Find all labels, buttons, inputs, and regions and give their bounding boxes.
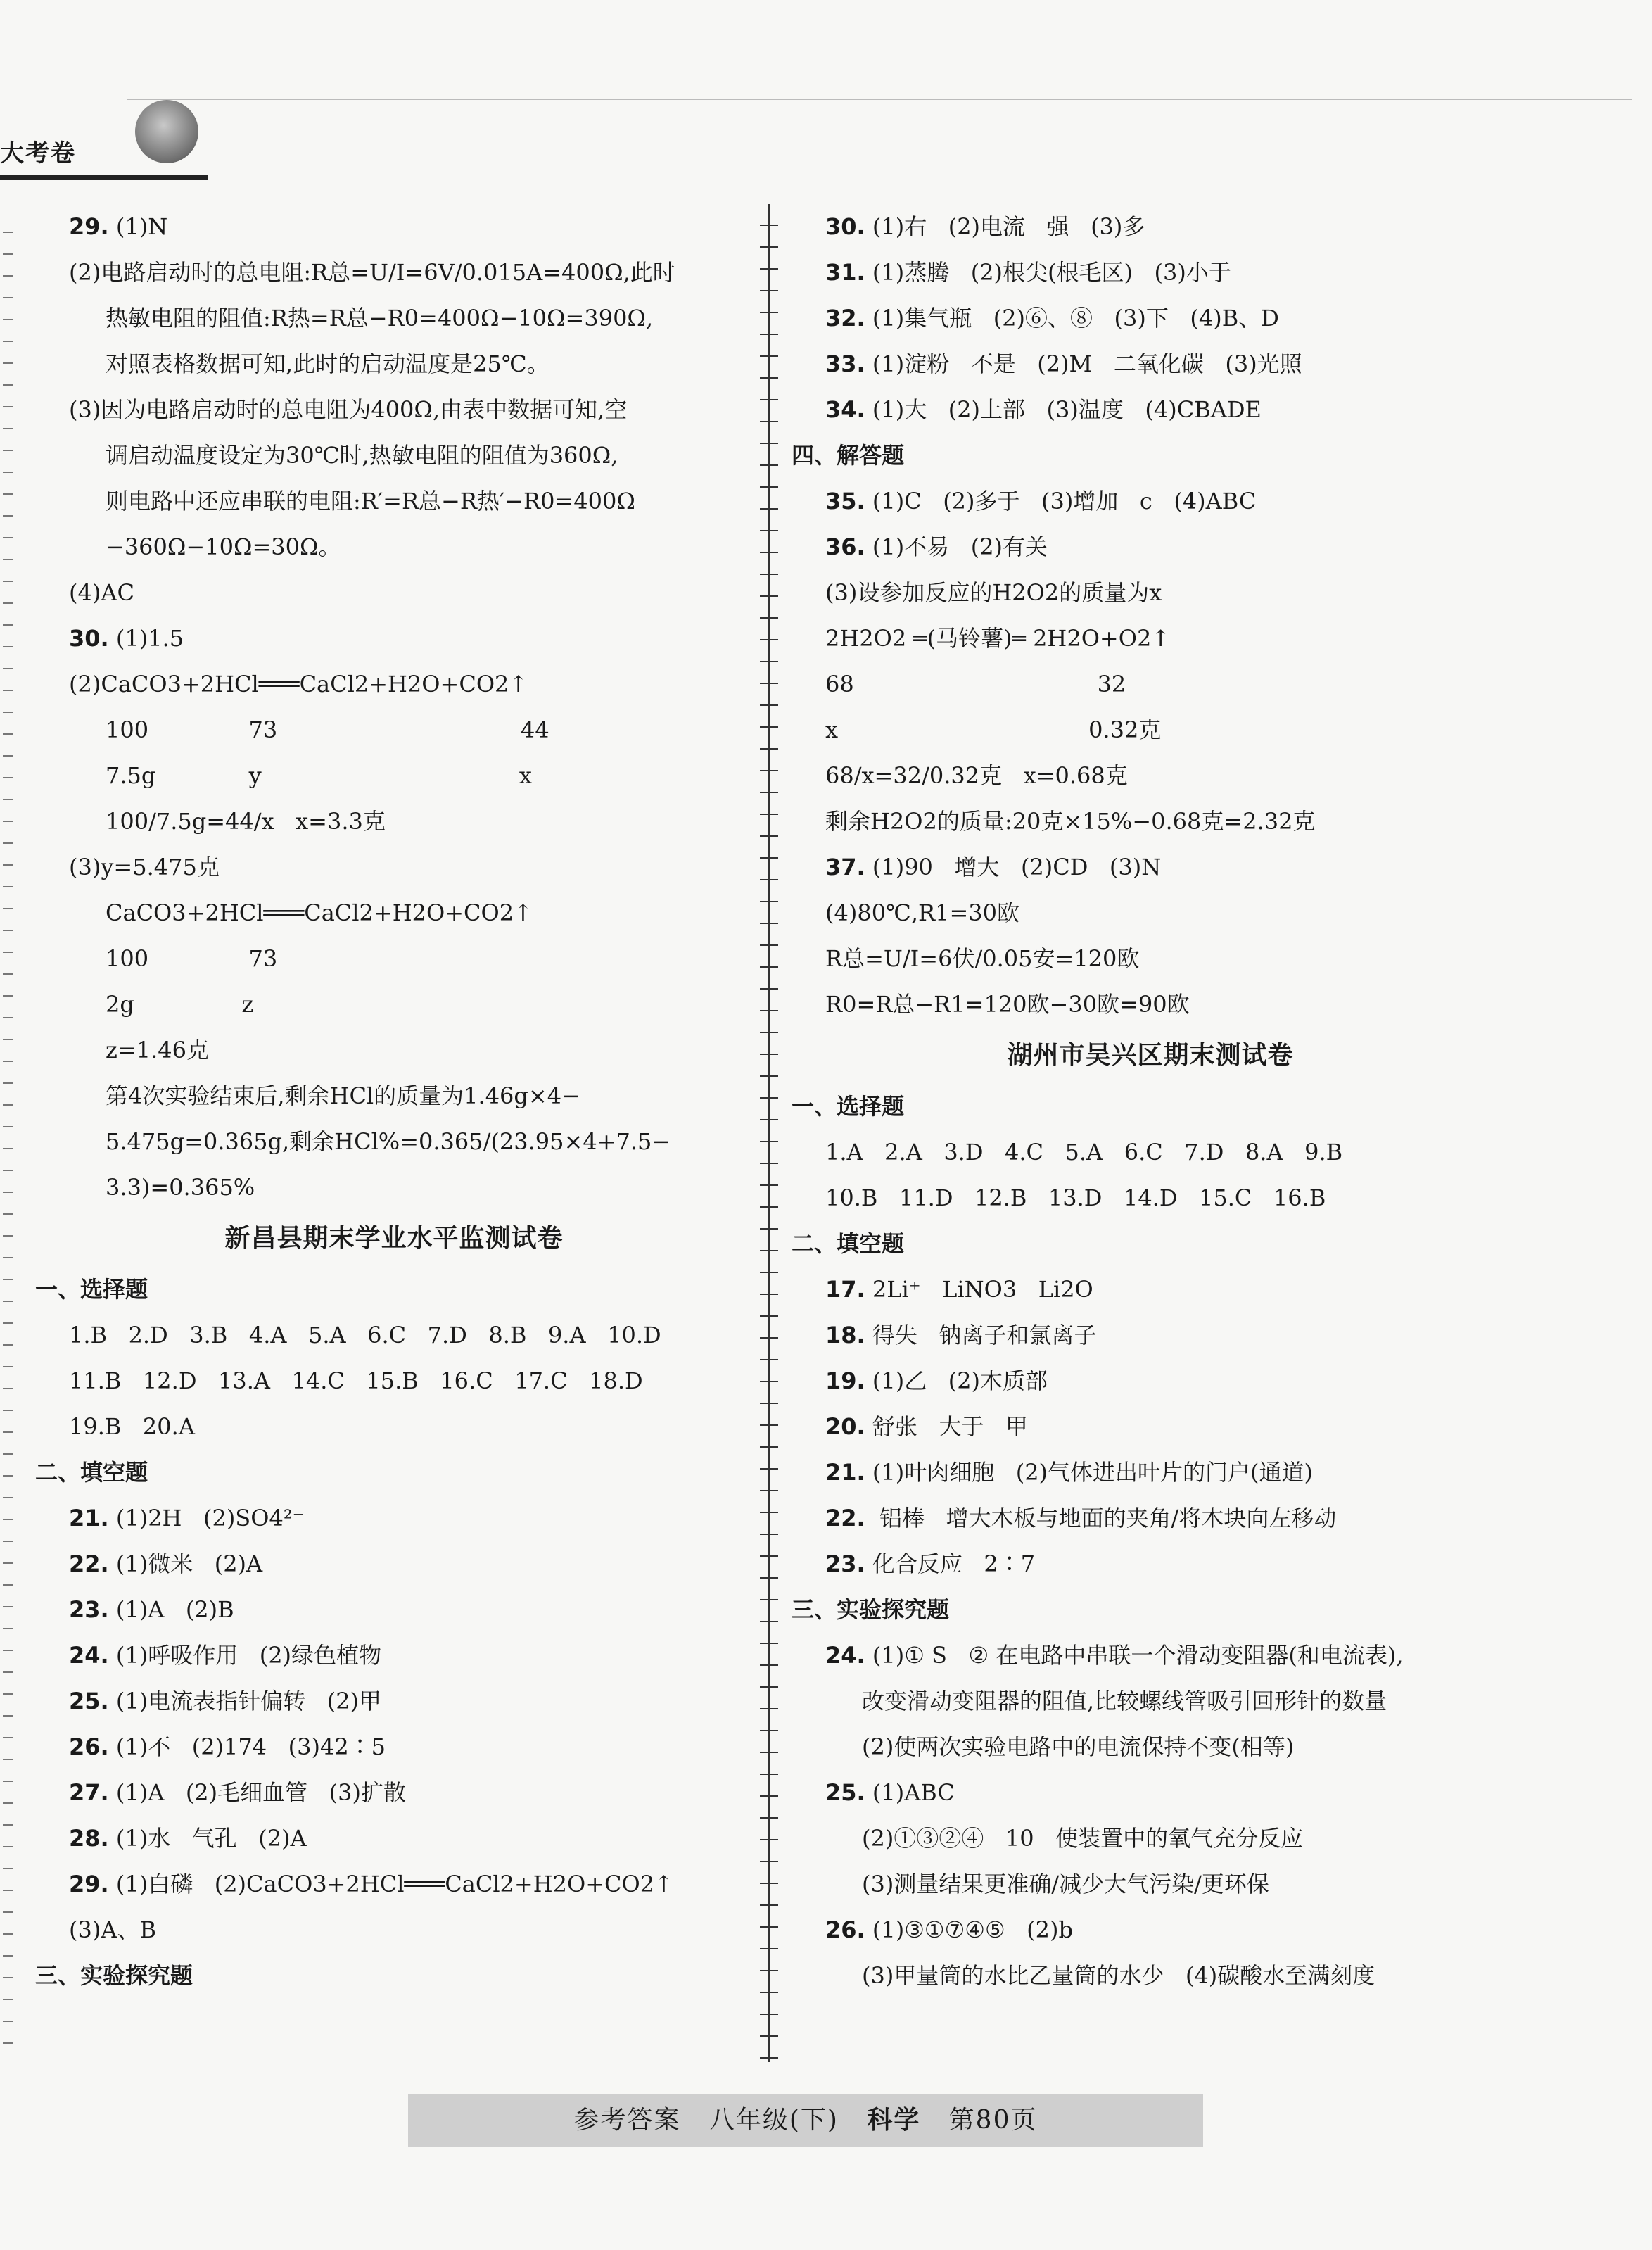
question-type-heading: 二、填空题 bbox=[792, 1230, 905, 1257]
answer-text: 11.B 12.D 13.A 14.C 15.B 16.C 17.C 18.D bbox=[69, 1367, 643, 1394]
answer-line bbox=[792, 570, 1509, 616]
answer-line bbox=[35, 1165, 753, 1211]
answer-text: 68/x=32/0.32克 x=0.68克 bbox=[825, 762, 1128, 789]
answer-text: (1)乙 (2)木质部 bbox=[865, 1367, 1048, 1394]
answer-text: 改变滑动变阻器的阻值,比较螺线管吸引回形针的数量 bbox=[862, 1688, 1387, 1714]
answer-text: (1)A (2)B bbox=[108, 1596, 234, 1623]
answer-text: (1)微米 (2)A bbox=[108, 1550, 263, 1577]
answer-text: (4)AC bbox=[69, 579, 134, 606]
answer-line bbox=[35, 1073, 753, 1119]
answer-line bbox=[792, 524, 1509, 570]
answer-line bbox=[792, 1450, 1509, 1496]
right-column bbox=[792, 204, 1509, 1999]
question-number: 30. bbox=[69, 625, 109, 652]
answer-line bbox=[792, 1862, 1509, 1907]
answer-text: (2)①③②④ 10 使装置中的氧气充分反应 bbox=[862, 1825, 1304, 1852]
question-number: 26. bbox=[69, 1733, 109, 1760]
answer-line bbox=[792, 616, 1509, 662]
answer-text: (1)C (2)多于 (3)增加 c (4)ABC bbox=[865, 488, 1257, 514]
answer-line bbox=[792, 1541, 1509, 1587]
answer-line bbox=[35, 799, 753, 845]
answer-line bbox=[35, 1907, 753, 1953]
answer-text: z=1.46克 bbox=[106, 1037, 209, 1063]
answer-line bbox=[792, 936, 1509, 982]
answer-line bbox=[792, 387, 1509, 433]
brand-title: 大考卷 bbox=[0, 139, 76, 168]
answer-line bbox=[792, 250, 1509, 296]
answer-line bbox=[35, 1119, 753, 1165]
question-number: 36. bbox=[825, 533, 865, 560]
answer-text: 1.B 2.D 3.B 4.A 5.A 6.C 7.D 8.B 9.A 10.D bbox=[69, 1322, 661, 1348]
answer-line bbox=[35, 250, 753, 296]
answer-line bbox=[35, 341, 753, 387]
answer-text: 3.3)=0.365% bbox=[106, 1174, 255, 1201]
answer-line bbox=[35, 524, 753, 570]
answer-text: R总=U/I=6伏/0.05安=120欧 bbox=[825, 945, 1140, 972]
answer-line bbox=[792, 1175, 1509, 1221]
answer-line bbox=[792, 1496, 1509, 1541]
answer-line bbox=[35, 387, 753, 433]
answer-text: (1)1.5 bbox=[108, 625, 184, 652]
brand-underline bbox=[0, 175, 208, 180]
answer-line bbox=[35, 616, 753, 662]
column-divider bbox=[768, 204, 770, 2062]
question-number: 20. bbox=[825, 1413, 865, 1440]
answer-text: 5.475g=0.365g,剩余HCl%=0.365/(23.95×4+7.5− bbox=[106, 1128, 671, 1155]
question-number: 30. bbox=[825, 213, 865, 240]
answer-text: (1)N bbox=[108, 213, 168, 240]
answer-line bbox=[35, 890, 753, 936]
question-number: 33. bbox=[825, 350, 865, 377]
question-number: 31. bbox=[825, 259, 865, 286]
answer-text: 100 73 bbox=[106, 945, 278, 972]
answer-text: 2Li⁺ LiNO3 Li2O bbox=[865, 1276, 1093, 1303]
answer-line bbox=[35, 753, 753, 799]
answer-text: (1)2H (2)SO4²⁻ bbox=[108, 1505, 305, 1531]
question-type-heading: 三、实验探究题 bbox=[792, 1596, 950, 1623]
question-number: 22. bbox=[825, 1505, 865, 1531]
answer-line bbox=[35, 1587, 753, 1633]
answer-text: (1)ABC bbox=[865, 1779, 955, 1806]
answer-line bbox=[35, 707, 753, 753]
answer-line bbox=[792, 1267, 1509, 1313]
answer-text: 68 32 bbox=[825, 671, 1126, 697]
question-number: 21. bbox=[69, 1505, 109, 1531]
answer-line bbox=[35, 1404, 753, 1450]
question-type-heading: 四、解答题 bbox=[792, 442, 905, 469]
answer-text: (1)淀粉 不是 (2)M 二氧化碳 (3)光照 bbox=[865, 350, 1302, 377]
answer-line bbox=[35, 204, 753, 250]
answer-text: (3)设参加反应的H2O2的质量为x bbox=[825, 579, 1162, 606]
answer-text: 19.B 20.A bbox=[69, 1413, 195, 1440]
answer-text: CaCO3+2HCl═══CaCl2+H2O+CO2↑ bbox=[106, 899, 533, 926]
question-number: 24. bbox=[69, 1642, 109, 1669]
answer-line bbox=[792, 707, 1509, 753]
footer-grade: 八年级(下) bbox=[709, 2106, 839, 2135]
answer-line bbox=[792, 1679, 1509, 1724]
binding-edge-ticks bbox=[3, 211, 13, 2055]
answer-text: 7.5g y x bbox=[106, 762, 532, 789]
answer-line bbox=[792, 1313, 1509, 1358]
exam-section-title: 湖州市吴兴区期末测试卷 bbox=[1007, 1041, 1294, 1070]
question-type-heading: 一、选择题 bbox=[35, 1276, 148, 1303]
answer-line bbox=[792, 1770, 1509, 1816]
answer-text: (1)90 增大 (2)CD (3)N bbox=[865, 854, 1162, 880]
question-number: 37. bbox=[825, 854, 865, 880]
footer-label: 参考答案 bbox=[573, 2106, 681, 2135]
question-number: 18. bbox=[825, 1322, 865, 1348]
answer-text: 热敏电阻的阻值:R热=R总−R0=400Ω−10Ω=390Ω, bbox=[106, 305, 654, 331]
answer-text: 2g z bbox=[106, 991, 254, 1018]
answer-text: (1)叶肉细胞 (2)气体进出叶片的门户(通道) bbox=[865, 1459, 1314, 1486]
answer-line bbox=[35, 1633, 753, 1679]
answer-text: 化合反应 2∶7 bbox=[865, 1550, 1036, 1577]
answer-text: (1)右 (2)电流 强 (3)多 bbox=[865, 213, 1145, 240]
question-number: 19. bbox=[825, 1367, 865, 1394]
answer-line bbox=[35, 1816, 753, 1862]
footer-page-number: 第80页 bbox=[948, 2106, 1038, 2135]
answer-line bbox=[35, 1028, 753, 1073]
answer-text: (1)蒸腾 (2)根尖(根毛区) (3)小于 bbox=[865, 259, 1231, 286]
page-footer bbox=[408, 2094, 1203, 2147]
question-number: 25. bbox=[825, 1779, 865, 1806]
question-number: 25. bbox=[69, 1688, 109, 1714]
answer-line bbox=[35, 662, 753, 707]
question-number: 32. bbox=[825, 305, 865, 331]
answer-text: (1)① S ② 在电路中串联一个滑动变阻器(和电流表), bbox=[865, 1642, 1404, 1669]
answer-text: (1)呼吸作用 (2)绿色植物 bbox=[108, 1642, 382, 1669]
question-type-heading: 二、填空题 bbox=[35, 1459, 148, 1486]
exam-section-title: 新昌县期末学业水平监测试卷 bbox=[224, 1224, 564, 1253]
answer-line bbox=[792, 479, 1509, 524]
answer-line bbox=[35, 1313, 753, 1358]
answer-text: (1)不易 (2)有关 bbox=[865, 533, 1048, 560]
question-number: 29. bbox=[69, 213, 109, 240]
answer-text: 100/7.5g=44/x x=3.3克 bbox=[106, 808, 386, 835]
answer-line bbox=[792, 1404, 1509, 1450]
answer-line bbox=[35, 433, 753, 479]
answer-line bbox=[792, 662, 1509, 707]
answer-text: 则电路中还应串联的电阻:R′=R总−R热′−R0=400Ω bbox=[106, 488, 635, 514]
answer-line bbox=[792, 982, 1509, 1028]
publisher-logo bbox=[135, 100, 198, 163]
answer-text: (1)白磷 (2)CaCO3+2HCl═══CaCl2+H2O+CO2↑ bbox=[108, 1871, 673, 1897]
answer-line bbox=[35, 296, 753, 341]
question-number: 22. bbox=[69, 1550, 109, 1577]
answer-text: 第4次实验结束后,剩余HCl的质量为1.46g×4− bbox=[106, 1082, 580, 1109]
question-number: 23. bbox=[825, 1550, 865, 1577]
question-number: 24. bbox=[825, 1642, 865, 1669]
answer-line bbox=[35, 1724, 753, 1770]
answer-line bbox=[35, 1862, 753, 1907]
answer-text: 1.A 2.A 3.D 4.C 5.A 6.C 7.D 8.A 9.B bbox=[825, 1139, 1343, 1165]
answer-line bbox=[35, 1770, 753, 1816]
answer-text: (1)不 (2)174 (3)42∶5 bbox=[108, 1733, 386, 1760]
answer-text: (1)A (2)毛细血管 (3)扩散 bbox=[108, 1779, 406, 1806]
answer-line bbox=[35, 1496, 753, 1541]
answer-text: (1)集气瓶 (2)⑥、⑧ (3)下 (4)B、D bbox=[865, 305, 1279, 331]
answer-text: 2H2O2 ═(马铃薯)═ 2H2O+O2↑ bbox=[825, 625, 1171, 652]
question-type-heading: 一、选择题 bbox=[792, 1093, 905, 1120]
answer-text: (4)80℃,R1=30欧 bbox=[825, 899, 1020, 926]
answer-text: x 0.32克 bbox=[825, 716, 1162, 743]
question-number: 23. bbox=[69, 1596, 109, 1623]
answer-text: 舒张 大于 甲 bbox=[865, 1413, 1028, 1440]
answer-text: (1)水 气孔 (2)A bbox=[108, 1825, 307, 1852]
question-number: 26. bbox=[825, 1916, 865, 1943]
answer-text: (3)y=5.475克 bbox=[69, 854, 220, 880]
answer-line bbox=[792, 1907, 1509, 1953]
answer-line bbox=[792, 1633, 1509, 1679]
answer-line bbox=[35, 1679, 753, 1724]
answer-text: (1)大 (2)上部 (3)温度 (4)CBADE bbox=[865, 396, 1262, 423]
answer-line bbox=[792, 845, 1509, 890]
answer-line bbox=[35, 1358, 753, 1404]
answer-text: (3)测量结果更准确/减少大气污染/更环保 bbox=[862, 1871, 1269, 1897]
answer-line bbox=[792, 1358, 1509, 1404]
answer-text: −360Ω−10Ω=30Ω。 bbox=[106, 533, 341, 560]
answer-text: (3)A、B bbox=[69, 1916, 156, 1943]
answer-line bbox=[35, 570, 753, 616]
question-number: 35. bbox=[825, 488, 865, 514]
answer-line bbox=[792, 341, 1509, 387]
answer-text: 100 73 44 bbox=[106, 716, 549, 743]
answer-line bbox=[35, 845, 753, 890]
answer-text: (2)CaCO3+2HCl═══CaCl2+H2O+CO2↑ bbox=[69, 671, 528, 697]
answer-line bbox=[35, 1541, 753, 1587]
answer-text: (3)甲量筒的水比乙量筒的水少 (4)碳酸水至满刻度 bbox=[862, 1962, 1375, 1989]
answer-line bbox=[792, 204, 1509, 250]
answer-text: 铝棒 增大木板与地面的夹角/将木块向左移动 bbox=[865, 1505, 1337, 1531]
answer-text: 剩余H2O2的质量:20克×15%−0.68克=2.32克 bbox=[825, 808, 1316, 835]
answer-line bbox=[792, 1816, 1509, 1862]
answer-line bbox=[792, 890, 1509, 936]
question-number: 27. bbox=[69, 1779, 109, 1806]
left-column bbox=[35, 204, 753, 1999]
answer-line bbox=[792, 1724, 1509, 1770]
question-number: 21. bbox=[825, 1459, 865, 1486]
question-type-heading: 三、实验探究题 bbox=[35, 1962, 193, 1989]
answer-line bbox=[792, 296, 1509, 341]
answer-text: 10.B 11.D 12.B 13.D 14.D 15.C 16.B bbox=[825, 1184, 1326, 1211]
question-number: 17. bbox=[825, 1276, 865, 1303]
answer-line bbox=[35, 936, 753, 982]
answer-line bbox=[792, 753, 1509, 799]
footer-subject: 科学 bbox=[867, 2106, 921, 2135]
answer-text: (2)使两次实验电路中的电流保持不变(相等) bbox=[862, 1733, 1295, 1760]
answer-text: 得失 钠离子和氯离子 bbox=[865, 1322, 1097, 1348]
answer-text: 调启动温度设定为30℃时,热敏电阻的阻值为360Ω, bbox=[106, 442, 618, 469]
header-rule bbox=[127, 99, 1632, 100]
answer-text: (3)因为电路启动时的总电阻为400Ω,由表中数据可知,空 bbox=[69, 396, 628, 423]
answer-text: (1)电流表指针偏转 (2)甲 bbox=[108, 1688, 382, 1714]
answer-line bbox=[792, 1953, 1509, 1999]
question-number: 28. bbox=[69, 1825, 109, 1852]
answer-text: 对照表格数据可知,此时的启动温度是25℃。 bbox=[106, 350, 549, 377]
answer-text: (1)③①⑦④⑤ (2)b bbox=[865, 1916, 1073, 1943]
answer-line bbox=[792, 799, 1509, 845]
answer-line bbox=[35, 479, 753, 524]
answer-line bbox=[35, 982, 753, 1028]
answer-line bbox=[792, 1130, 1509, 1175]
question-number: 34. bbox=[825, 396, 865, 423]
question-number: 29. bbox=[69, 1871, 109, 1897]
answer-text: (2)电路启动时的总电阻:R总=U/I=6V/0.015A=400Ω,此时 bbox=[69, 259, 675, 286]
answer-text: R0=R总−R1=120欧−30欧=90欧 bbox=[825, 991, 1190, 1018]
